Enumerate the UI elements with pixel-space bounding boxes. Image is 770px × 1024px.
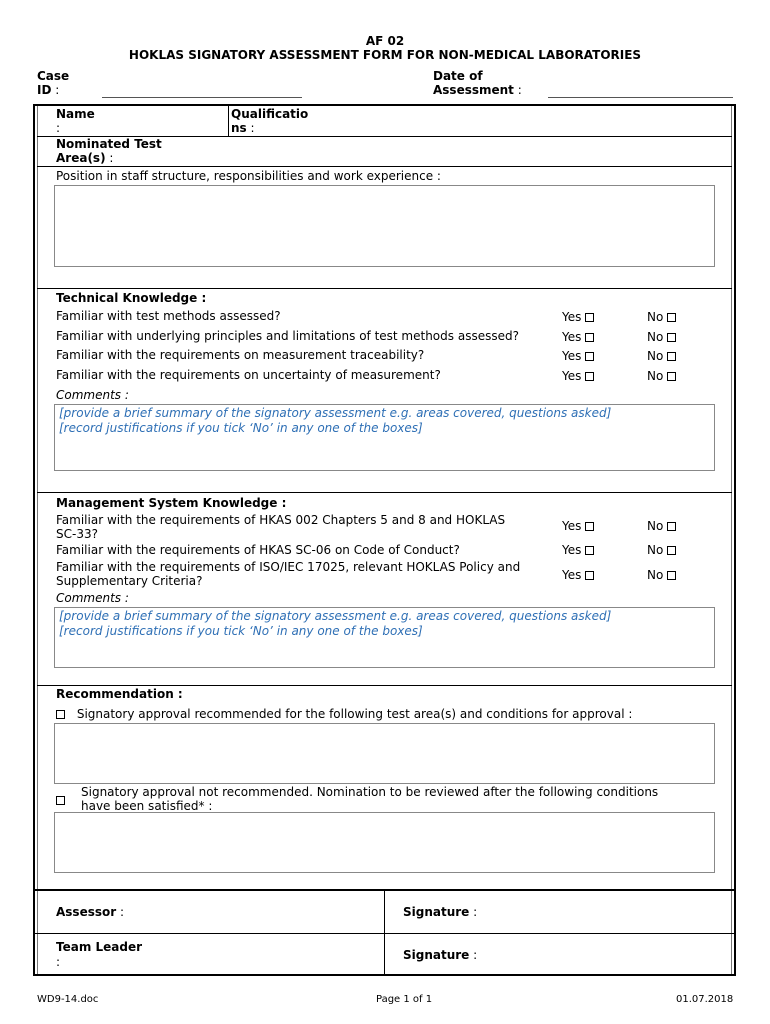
technical-hint-1: [provide a brief summary of the signatory assessment e.g. areas covered, questions asked] bbox=[59, 406, 612, 420]
case-id-label: Case bbox=[37, 69, 70, 83]
yes-option: Yes bbox=[562, 543, 594, 557]
case-id-label-2: ID : bbox=[37, 83, 60, 97]
yes-checkbox[interactable] bbox=[585, 372, 594, 381]
technical-question: Familiar with test methods assessed? bbox=[56, 309, 281, 323]
yes-option: Yes bbox=[562, 519, 594, 533]
no-option: No bbox=[647, 310, 676, 324]
yes-option: Yes bbox=[562, 349, 594, 363]
technical-hint-2: [record justifications if you tick ‘No’ in any one of the boxes] bbox=[59, 421, 423, 435]
yes-checkbox[interactable] bbox=[585, 546, 594, 555]
yes-checkbox[interactable] bbox=[585, 571, 594, 580]
yes-option: Yes bbox=[562, 310, 594, 324]
no-checkbox[interactable] bbox=[667, 313, 676, 322]
no-checkbox[interactable] bbox=[667, 522, 676, 531]
yes-checkbox[interactable] bbox=[585, 313, 594, 322]
no-option: No bbox=[647, 568, 676, 582]
footer-page: Page 1 of 1 bbox=[376, 994, 433, 1005]
technical-comments-label: Comments : bbox=[56, 388, 129, 402]
no-checkbox[interactable] bbox=[667, 352, 676, 361]
team-leader-label: Team Leader bbox=[56, 940, 143, 954]
footer-date: 01.07.2018 bbox=[676, 994, 734, 1005]
no-option: No bbox=[647, 369, 676, 383]
management-comments-label: Comments : bbox=[56, 591, 129, 605]
footer-doc: WD9-14.doc bbox=[37, 994, 99, 1005]
qualifications-label: Qualificatio bbox=[231, 107, 309, 121]
management-question-2: Familiar with the requirements of HKAS SC-06 on Code of Conduct? bbox=[56, 543, 460, 557]
test-areas-label-2: Area(s) : bbox=[56, 151, 114, 165]
form-title: HOKLAS SIGNATORY ASSESSMENT FORM FOR NON-MEDICAL LABORATORIES bbox=[128, 48, 642, 62]
form-code: AF 02 bbox=[365, 34, 405, 48]
no-checkbox[interactable] bbox=[667, 546, 676, 555]
position-text-box[interactable] bbox=[54, 185, 715, 267]
case-id-field[interactable] bbox=[102, 97, 302, 98]
approval-conditions-box[interactable] bbox=[54, 723, 715, 784]
no-checkbox[interactable] bbox=[667, 333, 676, 342]
name-colon: : bbox=[56, 121, 61, 135]
team-leader-colon: : bbox=[56, 955, 61, 969]
yes-option: Yes bbox=[562, 330, 594, 344]
no-option: No bbox=[647, 330, 676, 344]
yes-checkbox[interactable] bbox=[585, 352, 594, 361]
management-comments-box[interactable] bbox=[54, 607, 715, 668]
team-leader-signature-label: Signature : bbox=[403, 948, 478, 962]
management-question-1: Familiar with the requirements of HKAS 002 Chapters 5 and 8 and HOKLAS bbox=[56, 513, 506, 527]
management-question-3: Familiar with the requirements of ISO/IEC 17025, relevant HOKLAS Policy and bbox=[56, 560, 521, 574]
no-checkbox[interactable] bbox=[667, 571, 676, 580]
no-option: No bbox=[647, 519, 676, 533]
reject-text: Signatory approval not recommended. Nomination to be reviewed after the following conditions bbox=[81, 785, 659, 799]
management-hint-1: [provide a brief summary of the signatory assessment e.g. areas covered, questions asked] bbox=[59, 609, 612, 623]
reject-checkbox-wrap bbox=[56, 793, 65, 807]
test-areas-label: Nominated Test bbox=[56, 137, 162, 151]
approve-checkbox[interactable] bbox=[56, 710, 65, 719]
no-checkbox[interactable] bbox=[667, 372, 676, 381]
recommendation-heading: Recommendation : bbox=[56, 687, 183, 701]
name-label: Name bbox=[56, 107, 95, 121]
management-heading: Management System Knowledge : bbox=[56, 496, 287, 510]
qualifications-label-2: ns : bbox=[231, 121, 255, 135]
technical-question: Familiar with underlying principles and limitations of test methods assessed? bbox=[56, 329, 519, 343]
approve-option: Signatory approval recommended for the following test area(s) and conditions for approval : bbox=[56, 707, 632, 721]
technical-question: Familiar with the requirements on uncertainty of measurement? bbox=[56, 368, 441, 382]
management-hint-2: [record justifications if you tick ‘No’ in any one of the boxes] bbox=[59, 624, 423, 638]
date-label-2: Assessment : bbox=[433, 83, 522, 97]
yes-option: Yes bbox=[562, 568, 594, 582]
assessor-label: Assessor : bbox=[56, 905, 125, 919]
no-option: No bbox=[647, 543, 676, 557]
date-of-assessment-field[interactable] bbox=[548, 97, 733, 98]
no-option: No bbox=[647, 349, 676, 363]
date-label: Date of bbox=[433, 69, 483, 83]
technical-heading: Technical Knowledge : bbox=[56, 291, 207, 305]
yes-checkbox[interactable] bbox=[585, 333, 594, 342]
yes-option: Yes bbox=[562, 369, 594, 383]
technical-comments-box[interactable] bbox=[54, 404, 715, 471]
management-question-3-cont: Supplementary Criteria? bbox=[56, 574, 203, 588]
assessor-signature-label: Signature : bbox=[403, 905, 478, 919]
technical-question: Familiar with the requirements on measurement traceability? bbox=[56, 348, 425, 362]
position-label: Position in staff structure, responsibilities and work experience : bbox=[56, 169, 441, 183]
review-conditions-box[interactable] bbox=[54, 812, 715, 873]
reject-checkbox[interactable] bbox=[56, 796, 65, 805]
management-question-1-cont: SC-33? bbox=[56, 527, 98, 541]
reject-text-cont: have been satisfied* : bbox=[81, 799, 213, 813]
yes-checkbox[interactable] bbox=[585, 522, 594, 531]
